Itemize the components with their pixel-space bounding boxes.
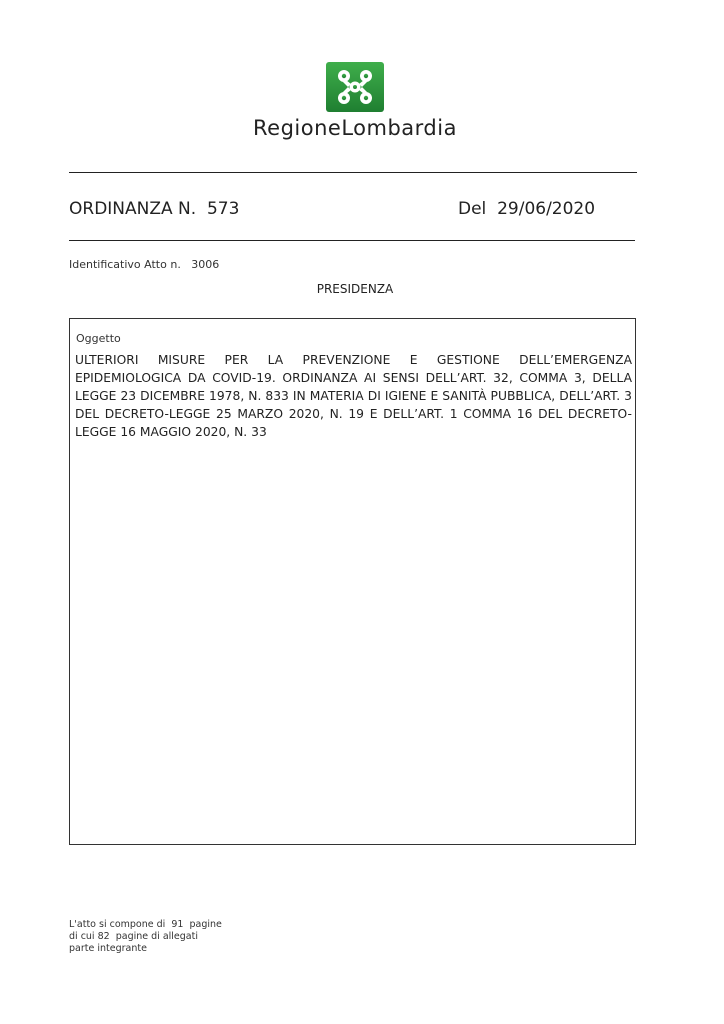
oggetto-text: ULTERIORI MISURE PER LA PREVENZIONE E GESTIONE DELL’EMERGENZA EPIDEMIOLOGICA DA COVID-19. ORDINANZA AI SENSI DELL’ART. 32, COMMA 3, DELLA LEGGE 23 DICEMBRE 1978, N. 833 IN MATERIA DI IGIENE E SANITÀ PUBBLICA, DELL’ART. 3 DEL DECRETO-LEGGE 25 MARZO 2020, N. 19 E DELL’ART. 1 COMMA 16 DEL DECRETO-LEGGE 16 MAGGIO 2020, N. 33 — [75, 353, 632, 439]
oggetto-box — [69, 318, 636, 845]
divider-top — [69, 172, 637, 173]
page-count-line-1: L'atto si compone di 91 pagine — [69, 919, 222, 930]
divider-bottom — [69, 240, 635, 241]
page-count-line-2: di cui 82 pagine di allegati — [69, 931, 198, 942]
ordinanza-number: ORDINANZA N. 573 — [69, 199, 240, 219]
page-count-line-3: parte integrante — [69, 943, 147, 954]
identificativo-atto: Identificativo Atto n. 3006 — [69, 258, 220, 271]
brand-name: RegioneLombardia — [253, 116, 457, 140]
oggetto-label: Oggetto — [76, 332, 121, 345]
lombardia-rose-icon — [326, 62, 384, 112]
page-count-note — [69, 919, 222, 955]
ordinanza-date: Del 29/06/2020 — [458, 199, 596, 219]
department-label: PRESIDENZA — [316, 282, 394, 296]
